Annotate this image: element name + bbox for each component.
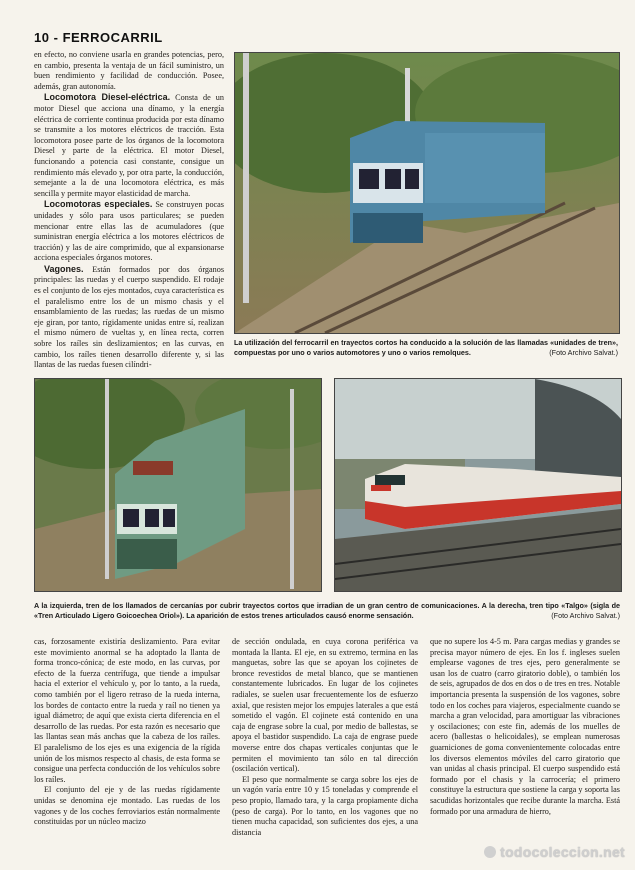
bottom-text-column-2 <box>232 637 418 838</box>
caption-text: La utilización del ferrocarril en trayectos cortos ha conducido a la solución de las llamadas «unidades de tren», compuestas por uno o varios automotores y uno o varios remolques. <box>234 338 618 357</box>
photo-credit: (Foto Archivo Salvat.) <box>551 610 620 620</box>
subheading-diesel: Locomotora Diesel-eléctrica. <box>44 92 171 103</box>
paragraph-text: Consta de un motor Diesel que acciona una dínamo, y la energía eléctrica de corriente continua producida por esta dínamo se transmite a los motores eléctricos de tracción. Esta locomotora posee parte de los órganos de la locomotora Diesel y parte de la eléctrica. El motor Diesel, funcionando a potencia casi constante, consigue un rendimiento más elevado y, por otra parte, la conducción, semejante a la de una locomotora eléctrica, es más sencilla y permite mayor elasticidad de marcha. <box>34 93 224 198</box>
left-text-column <box>34 50 224 371</box>
photo-illustration <box>235 53 619 333</box>
paragraph-wagons <box>34 264 224 371</box>
paragraph: cas, forzosamente existiría deslizamiento. Para evitar este movimiento anormal se ha adoptado la llanta de forma tronco-cónica; de este modo, en las curvas, por efecto de la fuerza centrífuga, que tiende a impulsar hacia el exterior el vehículo y, por lo tanto, a la rueda, como también por el ligero retraso de la rueda interna, los bordes de contacto entre la rueda y raíl no tienen ya igual diámetro; de aquí que exista cierta diferencia en el desarrollo de las ruedas. Por esta razón es necesario que las llantas sean más anchas que la cabeza de los raíles. El paralelismo de los ejes es una exigencia de la rígida unión de los mismos respecto al chasis, de esta forma se consigue una perfecta conducción de los vehículos sobre los raíles. <box>34 637 220 784</box>
header-separator: - <box>53 30 59 45</box>
paragraph-special <box>34 199 224 264</box>
paragraph-text: Están formados por dos órganos principales: las ruedas y el cuerpo suspendido. El rodaje es el conjunto de los ejes montados, cuya característica es el paralelismo entre los de un mismo chasis y el ensamblamiento de las ruedas; las ruedas de un mismo eje giran, por tanto, rígidamente unidas entre sí, realizan el mismo número de vueltas y, en línea recta, corren sobre los raíles sin deslizamientos; en las curvas, en cambio, los raíles tienen desarrollo diferente y, si las llantas de las ruedas fuesen cilíndri- <box>34 264 224 370</box>
photo-credit: (Foto Archivo Salvat.) <box>549 347 618 357</box>
paragraph-text: Se construyen pocas unidades y sólo para usos particulares; se pueden mencionar entre ellas las de acumuladores (que suministran energía eléctrica a los motores eléctricos de tracción) y las de aire comprimido, que al expansionarse acciona especiales órganos motores. <box>34 200 224 263</box>
paragraph-diesel <box>34 92 224 199</box>
watermark-icon <box>484 846 496 858</box>
page-number: 10 <box>34 30 50 45</box>
photo-talgo-train <box>334 378 622 592</box>
paragraph: en efecto, no conviene usarla en grandes potencias, pero, en cambio, presenta la ventaja de un fácil suministro, un buen rendimiento y facilidad de conducción. Posee, además, gran autonomía. <box>34 50 224 91</box>
caption-top <box>234 338 618 357</box>
bottom-text-column-3 <box>430 637 620 817</box>
bottom-text-column-1 <box>34 637 220 828</box>
watermark-text: todocoleccion.net <box>500 844 625 860</box>
subheading-wagons: Vagones. <box>44 263 84 274</box>
paragraph: de sección ondulada, en cuya corona periférica va montada la llanta. El eje, en su extremo, termina en las manguetas, sobre las que se apoyan los cojinetes de bronce revestidos de metal blanco, que se mantienen constantemente lubricados. En lugar de los cojinetes radiales, se suelen usar frecuentemente los de esfuerzo axial, que resisten mejor los empujes laterales a que está sometido el vagón. El cojinete está contenido en una caja de engrase sobre la cual, por medio de ballestas, se apoya el bastidor suspendido. La caja de engrase puede moverse entre dos chapas verticales conjuntas que le permiten el movimiento tan sólo en tal dirección (oscilación vertical). <box>232 637 418 774</box>
paragraph: El conjunto del eje y de las ruedas rígidamente unidas se denomina eje montado. Las ruedas de los vagones y de los coches ferroviarios están normalmente constituidas por un núcleo macizo <box>34 785 220 827</box>
paragraph: El peso que normalmente se carga sobre los ejes de un vagón varía entre 10 y 15 toneladas y comprende el peso propio, llamado tara, y la carga propiamente dicha (peso de carga). Por lo tanto, en los vagones que no tienen mucha capacidad, son suficientes dos ejes, a una distancia <box>232 774 418 837</box>
caption-text: A la izquierda, tren de los llamados de cercanías por cubrir trayectos cortos que irradian de un gran centro de comunicaciones. A la derecha, tren tipo «Talgo» (sigla de «Tren Articulado Ligero Goicoechea Oriol»). La aparición de estos trenes articulados causó enorme sensación. <box>34 601 620 620</box>
photo-illustration <box>335 379 621 591</box>
watermark-logo <box>484 844 625 860</box>
photo-illustration <box>35 379 321 591</box>
subheading-special: Locomotoras especiales. <box>44 199 153 210</box>
page-header <box>34 30 163 45</box>
photo-diesel-train <box>234 52 620 334</box>
photo-commuter-train <box>34 378 322 592</box>
section-title: FERROCARRIL <box>62 30 163 45</box>
paragraph: que no supere los 4-5 m. Para cargas medias y grandes se precisa mayor número de ejes. En los f. ingleses suelen emplearse vagones de tres ejes, pero generalmente se usan los de cuatro (carro giratorio doble), o también los de seis, agrupados de dos en dos o de tres en tres. Notable importancia presenta la suspensión de los vagones, sobre todo en los coches para viajeros, especialmente cuando se marcha a gran velocidad, para amortiguar las vibraciones y oscilaciones; con este fin, además de los muelles de acero (ballestas o helicoidales), se emplean numerosas guarniciones de goma convenientemente colocadas entre los diversos elementos móviles del carro giratorio que van unidas al chasis principal. El cuerpo suspendido está formado por el chasis y la carrocería; el primero constituye la estructura que sostiene la carga y soporta las sacudidas horizontales que recibe durante la marcha. Está formado por una armadura de hierro, <box>430 637 620 816</box>
caption-middle <box>34 601 620 620</box>
